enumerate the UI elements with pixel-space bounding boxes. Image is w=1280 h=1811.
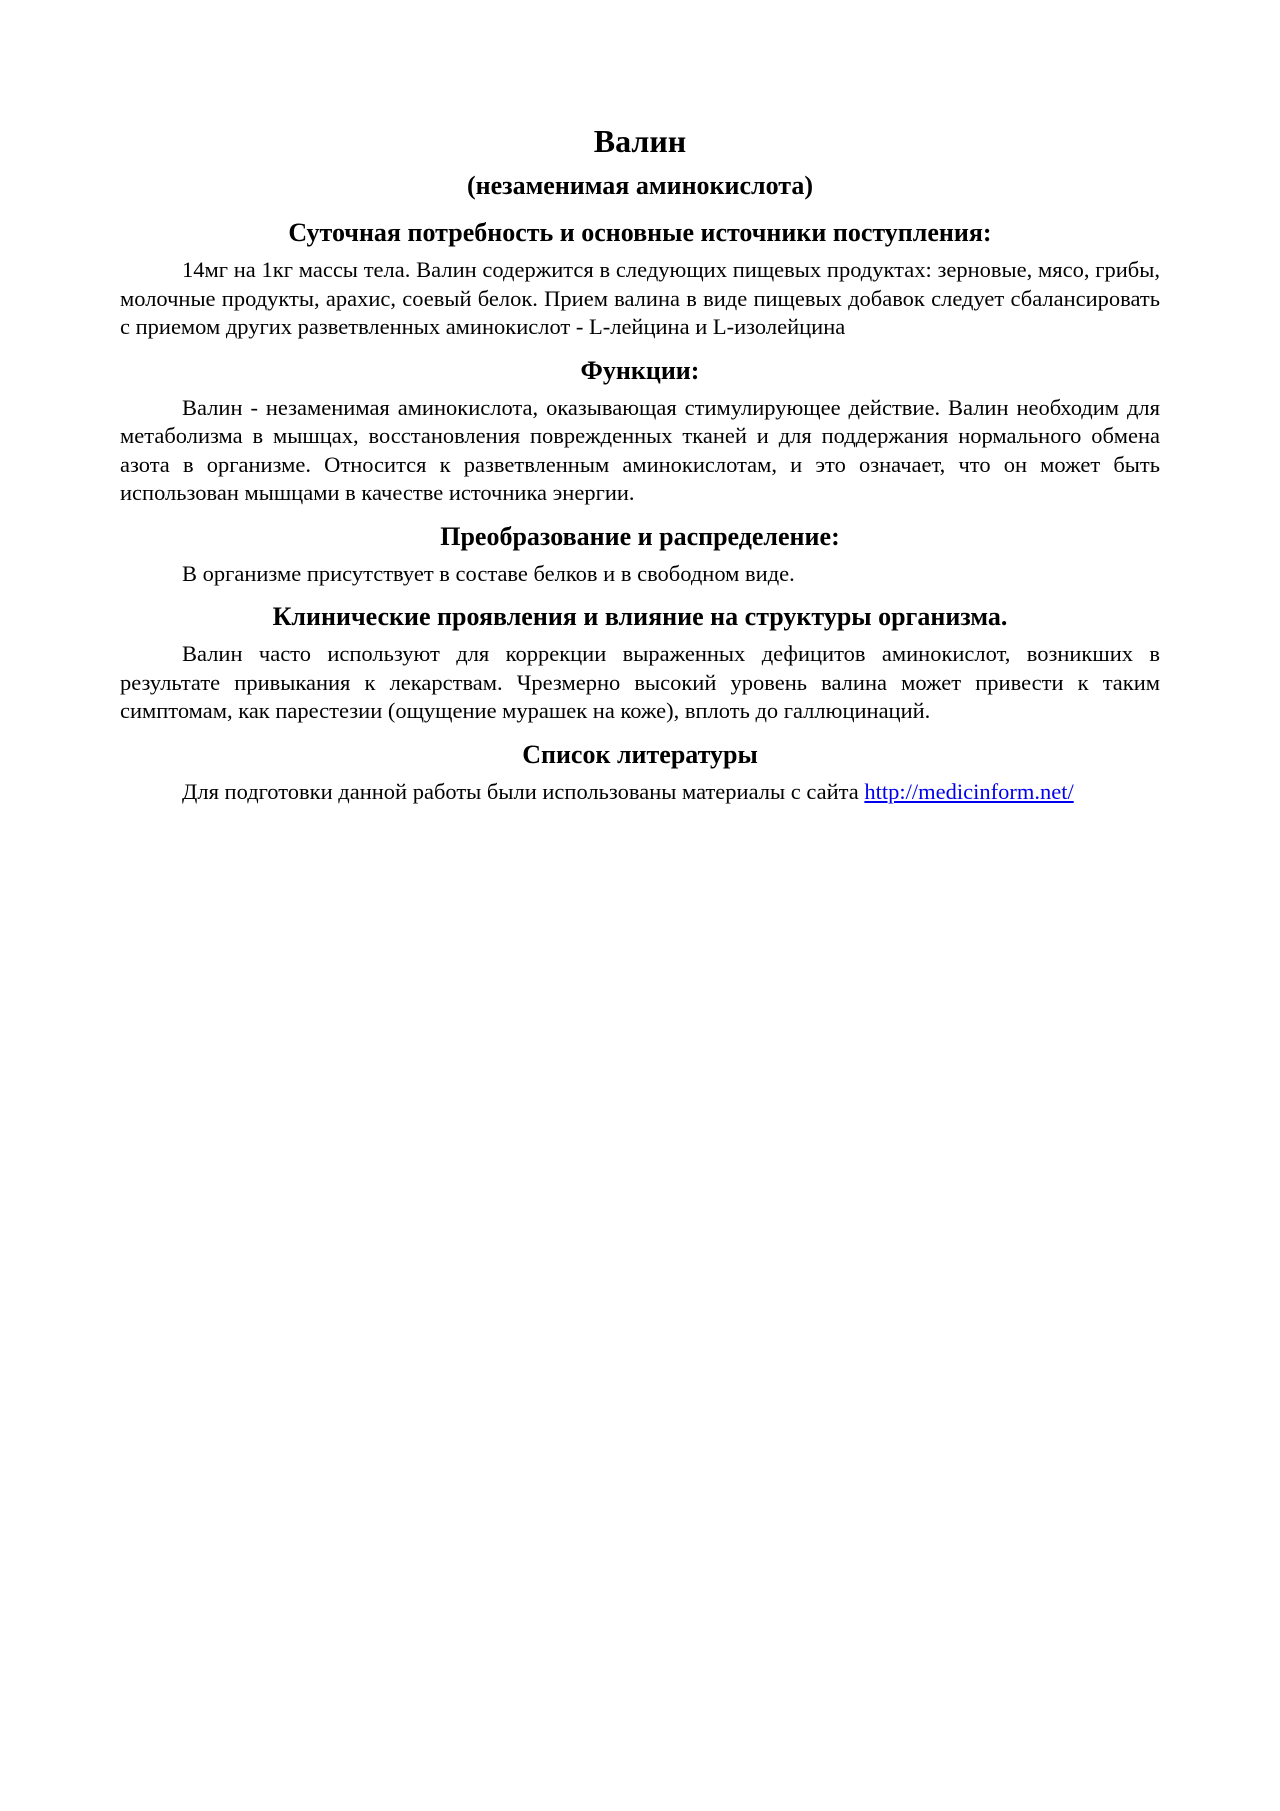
section-body-transformation: В организме присутствует в составе белков и в свободном виде. [182,560,795,586]
section-body-clinical: Валин часто используют для коррекции выраженных дефицитов аминокислот, возникших в результате привыкания к лекарствам. Чрезмерно высокий уровень валина может привести к таким симптомам, как парестезии (ощущение мурашек на коже), вплоть до галлюцинаций. [120,641,1160,723]
section-heading-transformation: Преобразование и распределение: [440,521,840,551]
document-page [120,118,1160,806]
references-link[interactable]: http://medicinform.net/ [864,778,1074,804]
references-text: Для подготовки данной работы были использованы материалы с сайта [182,778,865,804]
document-subtitle: (незаменимая аминокислота) [466,171,814,200]
section-heading-functions: Функции: [580,355,700,385]
section-heading-daily-need: Суточная потребность и основные источники поступления: [288,218,992,247]
document-title: Валин [593,123,687,159]
section-heading-clinical: Клинические проявления и влияние на структуры организма. [272,602,1008,631]
section-body-references [120,778,1160,807]
section-body-daily-need: 14мг на 1кг массы тела. Валин содержится в следующих пищевых продуктах: зерновые, мясо, грибы, молочные продукты, арахис, соевый белок. Прием валина в виде пищевых добавок следует сбалансировать с приемом других разветвленных аминокислот - L-лейцина и L-изолейцина [120,257,1160,339]
section-body-functions: Валин - незаменимая аминокислота, оказывающая стимулирующее действие. Валин необходим для метаболизма в мышцах, восстановления поврежденных тканей и для поддержания нормального обмена азота в организме. Относится к разветвленным аминокислотам, и это означает, что он может быть использован мышцами в качестве источника энергии. [120,394,1160,505]
section-heading-references: Список литературы [522,739,758,769]
